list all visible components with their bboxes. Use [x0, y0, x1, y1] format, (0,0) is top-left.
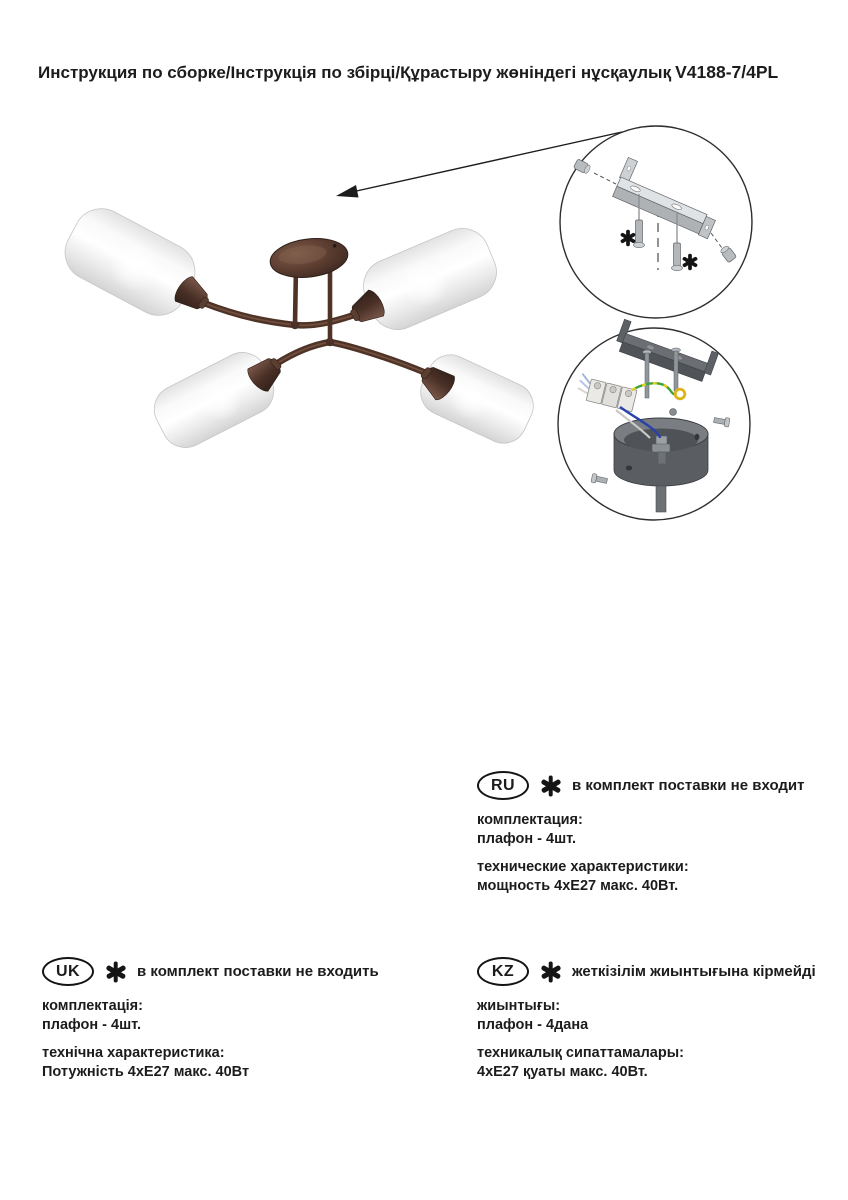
kit-value: плафон - 4шт.	[42, 1016, 142, 1033]
spec-group	[42, 1044, 414, 1081]
lamp-arm-lower	[276, 338, 426, 373]
asterisk-icon	[105, 961, 126, 982]
kz-badge: KZ	[477, 957, 529, 986]
not-included-note: жеткізілім жиынтығына кірмейді	[572, 963, 816, 980]
kit-group	[42, 997, 414, 1034]
assembly-figure	[0, 0, 848, 560]
model-number: V4188-7/4PL	[675, 62, 779, 82]
kit-label: жиынтығы:	[477, 998, 561, 1014]
section-kz	[477, 957, 848, 1091]
bracket-detail-circle	[560, 126, 752, 318]
canopy-hole-right	[695, 434, 700, 440]
wiring-detail-circle	[558, 319, 750, 520]
spec-group	[477, 858, 848, 895]
spec-label: техникалық сипаттамалары:	[477, 1045, 684, 1061]
kit-group	[477, 997, 848, 1034]
section-uk-header	[42, 957, 414, 986]
spec-group	[477, 1044, 848, 1081]
kit-label: комплектация:	[477, 812, 583, 828]
spec-label: технические характеристики:	[477, 859, 689, 875]
title-text: Инструкция по сборке/Інструкція по збірці/Құрастыру жөніндегі нұсқаулық	[38, 63, 672, 82]
kit-value: плафон - 4дана	[477, 1016, 589, 1033]
not-included-note: в комплект поставки не входить	[137, 963, 379, 980]
loose-nut	[670, 409, 677, 416]
uk-badge: UK	[42, 957, 94, 986]
section-uk	[42, 957, 414, 1091]
detail-circle-outline-1	[560, 126, 752, 318]
asterisk-icon	[540, 775, 561, 796]
section-kz-header	[477, 957, 848, 986]
spec-label: технічна характеристика:	[42, 1045, 225, 1061]
lamp-shade-4	[413, 347, 541, 451]
lamp-shade-3	[146, 344, 282, 456]
spec-value: Потужність 4хЕ27 макс. 40Вт	[42, 1063, 250, 1080]
canopy-hole-left	[626, 466, 632, 471]
ru-badge: RU	[477, 771, 529, 800]
spec-value: мощность 4хЕ27 макс. 40Вт.	[477, 877, 679, 894]
lamp-shade-2	[355, 220, 505, 338]
asterisk-icon	[540, 961, 561, 982]
spec-value: 4хЕ27 қуаты макс. 40Вт.	[477, 1063, 648, 1080]
kit-value: плафон - 4шт.	[477, 830, 577, 847]
lamp-canopy	[268, 234, 350, 281]
canopy-stem	[656, 486, 666, 512]
main-lamp-figure	[55, 199, 541, 456]
kit-group	[477, 811, 848, 848]
section-ru-header	[477, 771, 848, 800]
lamp-shade-1	[55, 199, 205, 325]
not-included-note: в комплект поставки не входит	[572, 777, 805, 794]
section-ru	[477, 771, 848, 905]
kit-label: комплектація:	[42, 998, 143, 1014]
lamp-rod-2	[326, 268, 334, 342]
